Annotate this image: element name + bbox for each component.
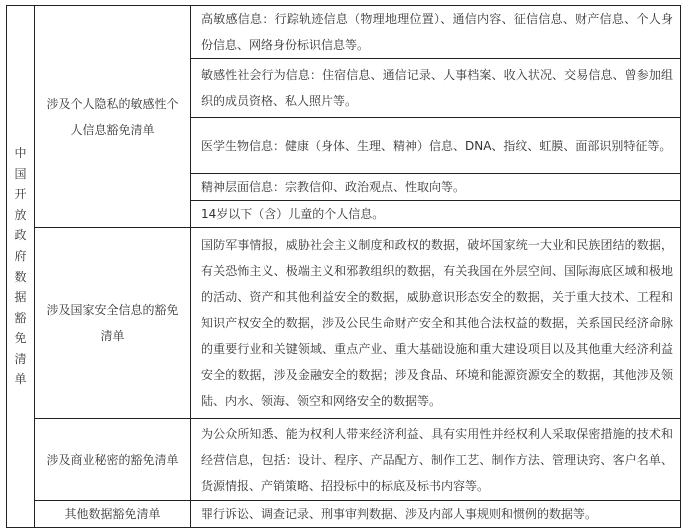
privacy-item-spiritual: 精神层面信息：宗教信仰、政治观点、性取向等。 (191, 174, 681, 201)
category-trade-secret: 涉及商业秘密的豁免清单 (35, 419, 191, 501)
exemption-list-table (6, 5, 681, 528)
category-other: 其他数据豁免清单 (35, 501, 191, 528)
side-title-char: 清 (14, 351, 27, 366)
category-personal-privacy: 涉及个人隐私的敏感性个人信息豁免清单 (35, 6, 191, 228)
side-title-char: 中 (14, 145, 27, 160)
side-title-char: 放 (14, 207, 27, 222)
side-title-char: 数 (14, 269, 27, 284)
side-title-char: 政 (14, 228, 27, 243)
side-title-char: 国 (14, 166, 27, 181)
side-title-char: 免 (14, 331, 27, 346)
privacy-item-social-behavior: 敏感性社会行为信息：住宿信息、通信记录、人事档案、收入状况、交易信息、曾参加组织的成员资格、私人照片等。 (191, 59, 681, 118)
side-title-char: 府 (14, 248, 27, 263)
privacy-item-medical-biometric: 医学生物信息：健康（身体、生理、精神）信息、DNA、指纹、虹膜、面部识别特征等。 (191, 118, 681, 174)
side-title (7, 6, 35, 528)
national-security-description: 国防军事情报，威胁社会主义制度和政权的数据，破坏国家统一大业和民族团结的数据，有关恐怖主义、极端主义和邪教组织的数据，有关我国在外层空间、国际海底区域和极地的活动、资产和其他利益安全的数据，威胁意识形态安全的数据，关于重大技术、工程和知识产权安全的数据，涉及公民生命财产安全和其他合法权益的数据，关系国民经济命脉的重要行业和关键领域、重点产业、重大基础设施和重大建设项目以及其他重大经济利益安全的数据，涉及金融安全的数据；涉及食品、环境和能源资源安全的数据，其他涉及领陆、内水、领海、领空和网络安全的数据等。 (191, 228, 681, 419)
privacy-item-high-sensitive: 高敏感信息：行踪轨迹信息（物理地理位置）、通信内容、征信信息、财产信息、个人身份信息、网络身份标识信息等。 (191, 6, 681, 59)
privacy-item-children: 14岁以下（含）儿童的个人信息。 (191, 201, 681, 228)
category-national-security: 涉及国家安全信息的豁免清单 (35, 228, 191, 419)
side-title-char: 开 (14, 187, 27, 202)
other-description: 罪行诉讼、调查记录、刑事审判数据、涉及内部人事规则和惯例的数据等。 (191, 501, 681, 528)
trade-secret-description: 为公众所知悉、能为权利人带来经济利益、具有实用性并经权利人采取保密措施的技术和经营信息，包括：设计、程序、产品配方、制作工艺、制作方法、管理诀窍、客户名单、货源情报、产销策略、招投标中的标底及标书内容等。 (191, 419, 681, 501)
side-title-char: 据 (14, 290, 27, 305)
side-title-char: 豁 (14, 310, 27, 325)
side-title-char: 单 (14, 372, 27, 387)
